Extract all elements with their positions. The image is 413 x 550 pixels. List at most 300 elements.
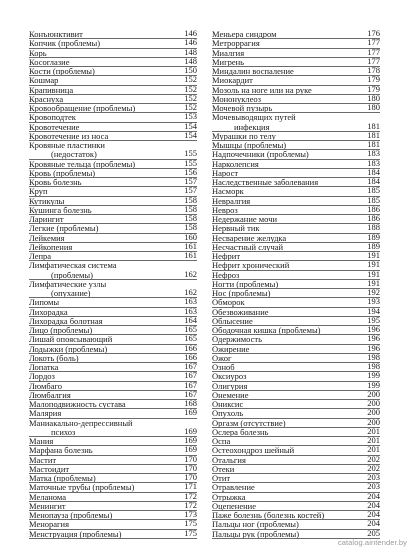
index-entry <box>29 261 197 280</box>
entry-title: Кровоподтек <box>29 113 76 123</box>
entry-page-number: 205 <box>360 530 380 538</box>
index-entry <box>29 113 197 122</box>
index-entry <box>212 224 380 233</box>
entry-title: Ожирение <box>212 344 250 354</box>
entry-page-number: 158 <box>177 215 197 223</box>
entry-title: Мочевой пузырь <box>212 104 273 113</box>
entry-page-number: 170 <box>177 465 197 473</box>
entry-title: Несварение желудка <box>212 233 287 243</box>
entry-page-number: 169 <box>177 409 197 417</box>
entry-title: Лейкопения <box>29 242 73 252</box>
index-entry <box>212 215 380 224</box>
entry-title: Лопатка <box>29 363 59 372</box>
entry-page-number: 167 <box>177 363 197 371</box>
entry-page-number: 169 <box>177 446 197 454</box>
entry-title: Менингит <box>29 501 66 511</box>
entry-title-continued: (опухание) <box>51 288 91 298</box>
index-column-right <box>212 30 380 539</box>
index-entry <box>212 308 380 317</box>
index-entry <box>212 474 380 483</box>
entry-title: Ларингит <box>29 215 64 224</box>
entry-title: Менорагия <box>29 520 69 530</box>
entry-title: Опухоль <box>212 409 244 419</box>
entry-title: Круп <box>29 187 48 197</box>
index-entry <box>212 49 380 58</box>
index-entry <box>212 382 380 391</box>
entry-title: Лодыжки (проблемы) <box>29 344 108 354</box>
entry-page-number: 158 <box>177 206 197 214</box>
entry-page-number: 178 <box>360 67 380 75</box>
index-entry <box>212 345 380 354</box>
entry-title: Оргазм (отсутствие) <box>212 418 286 428</box>
entry-page-number: 157 <box>177 187 197 195</box>
index-entry <box>29 39 197 48</box>
entry-page-number: 203 <box>360 474 380 482</box>
entry-page-number: 179 <box>360 76 380 84</box>
entry-title: Лимфатическая система <box>29 261 117 271</box>
index-entry <box>29 252 197 261</box>
index-entry <box>29 104 197 113</box>
entry-page-number: 200 <box>360 419 380 427</box>
index-entry <box>29 317 197 326</box>
index-entry <box>212 271 380 280</box>
index-entry <box>29 456 197 465</box>
entry-title: Лицо (проблемы) <box>29 326 93 335</box>
entry-page-number: 167 <box>177 382 197 390</box>
entry-title: Мания <box>29 437 54 446</box>
entry-title: Нефрит <box>212 252 241 261</box>
index-entry <box>29 30 197 39</box>
index-entry <box>212 160 380 169</box>
entry-title: Невроз <box>212 205 238 215</box>
entry-title: Корь <box>29 48 47 58</box>
entry-title: Легкие (проблемы) <box>29 224 99 234</box>
entry-page-number: 179 <box>360 86 380 94</box>
entry-page-number: 172 <box>177 493 197 501</box>
index-entry <box>29 465 197 474</box>
entry-page-number: 160 <box>177 234 197 242</box>
entry-title: Лихорадка болотная <box>29 316 103 326</box>
entry-page-number: 158 <box>177 224 197 232</box>
entry-title: Кутикулы <box>29 196 65 206</box>
index-entry <box>29 372 197 381</box>
entry-title: Меньера синдром <box>212 30 277 39</box>
index-entry <box>29 345 197 354</box>
entry-page-number: 196 <box>360 345 380 353</box>
entry-page-number: 181 <box>360 122 380 131</box>
index-entry <box>212 289 380 298</box>
index-entry <box>212 446 380 455</box>
entry-page-number: 169 <box>177 437 197 445</box>
entry-page-number: 191 <box>360 261 380 269</box>
watermark: catalog.aintender.by <box>337 538 407 547</box>
entry-page-number: 196 <box>360 326 380 334</box>
entry-title: Кровяные тельца (проблемы) <box>29 159 136 169</box>
entry-title: Маниакально-депрессивный <box>29 418 133 428</box>
index-entry <box>29 419 197 438</box>
entry-title: Оцепенение <box>212 501 256 511</box>
entry-title: Конъюнктивит <box>29 30 83 39</box>
entry-page-number: 152 <box>177 95 197 103</box>
entry-page-number: 201 <box>360 437 380 445</box>
entry-page-number: 195 <box>360 317 380 325</box>
index-entry <box>212 428 380 437</box>
entry-title: Крапивница <box>29 85 74 95</box>
entry-title: Кости (проблемы) <box>29 67 95 76</box>
entry-title: Обморок <box>212 298 245 308</box>
entry-title: Одержимость <box>212 335 262 345</box>
entry-title: Ожог <box>212 353 232 363</box>
entry-page-number: 204 <box>360 502 380 510</box>
entry-title: Отравление <box>212 483 255 493</box>
index-entry <box>29 409 197 418</box>
entry-page-number: 181 <box>360 132 380 140</box>
index-entry <box>212 261 380 270</box>
entry-title: Кошмар <box>29 76 59 86</box>
entry-title: Мочевыводящих путей <box>212 113 296 123</box>
entry-page-number: 177 <box>360 49 380 57</box>
entry-title: Локоть (боль) <box>29 353 79 363</box>
entry-title: Пальцы ног (проблемы) <box>212 520 299 530</box>
entry-title: Обезвоживание <box>212 307 269 317</box>
entry-title: Меланома <box>29 492 66 502</box>
entry-page-number: 189 <box>360 234 380 242</box>
entry-page-number: 181 <box>360 141 380 149</box>
entry-title: Несчастный случай <box>212 242 284 252</box>
entry-page-number: 169 <box>177 427 197 436</box>
index-entry <box>212 465 380 474</box>
entry-page-number: 154 <box>177 132 197 140</box>
index-entry <box>29 197 197 206</box>
index-entry <box>29 493 197 502</box>
entry-page-number: 198 <box>360 363 380 371</box>
entry-page-number: 156 <box>177 169 197 177</box>
index-entry <box>212 372 380 381</box>
entry-title: Мигрень <box>212 57 245 67</box>
entry-page-number: 165 <box>177 326 197 334</box>
entry-page-number: 198 <box>360 354 380 362</box>
index-entry <box>212 76 380 85</box>
entry-page-number: 202 <box>360 465 380 473</box>
index-entry <box>29 474 197 483</box>
index-entry <box>29 160 197 169</box>
entry-title: Кровообращение (проблемы) <box>29 104 136 113</box>
entry-page-number: 176 <box>360 30 380 38</box>
entry-title: Ободочная кишка (проблемы) <box>212 326 321 335</box>
index-entry <box>29 298 197 307</box>
entry-page-number: 202 <box>360 456 380 464</box>
entry-page-number: 162 <box>177 270 197 279</box>
entry-page-number: 191 <box>360 252 380 260</box>
entry-title: Пальцы рук (проблемы) <box>212 529 300 539</box>
index-entry <box>29 224 197 233</box>
entry-title: Невралгия <box>212 196 251 206</box>
entry-title: Малярия <box>29 409 62 419</box>
entry-title: Лишай опоясывающий <box>29 335 113 345</box>
index-entry <box>212 243 380 252</box>
index-entry <box>212 456 380 465</box>
entry-title: Лейкемия <box>29 233 65 243</box>
index-entry <box>212 30 380 39</box>
index-entry <box>29 58 197 67</box>
entry-page-number: 191 <box>360 271 380 279</box>
entry-page-number: 163 <box>177 298 197 306</box>
entry-title: Онемение <box>212 390 249 400</box>
entry-page-number: 175 <box>177 530 197 538</box>
entry-title: Кровь болезнь <box>29 178 82 187</box>
entry-page-number: 154 <box>177 123 197 131</box>
entry-page-number: 152 <box>177 76 197 84</box>
index-entry <box>29 363 197 372</box>
index-entry <box>212 317 380 326</box>
entry-page-number: 186 <box>360 206 380 214</box>
entry-title: Марфана болезнь <box>29 446 93 456</box>
entry-title: Мастоидит <box>29 464 70 474</box>
entry-title: Нарост <box>212 168 239 178</box>
entry-title: Мастит <box>29 455 57 465</box>
index-entry <box>212 169 380 178</box>
index-entry <box>29 234 197 243</box>
entry-page-number: 177 <box>360 39 380 47</box>
index-entry <box>212 58 380 67</box>
index-entry <box>212 493 380 502</box>
index-entry <box>212 400 380 409</box>
entry-title: Наследственные заболевания <box>212 178 319 187</box>
entry-title: Озноб <box>212 363 235 372</box>
entry-page-number: 201 <box>360 446 380 454</box>
entry-title: Насморк <box>212 187 244 197</box>
index-entry <box>29 391 197 400</box>
index-entry <box>212 95 380 104</box>
entry-title: Мозоль на ноге или на руке <box>212 85 312 95</box>
entry-title: Кровотечение из носа <box>29 131 109 141</box>
index-column-left <box>29 30 197 539</box>
entry-page-number: 204 <box>360 511 380 519</box>
entry-title: Люмбаго <box>29 381 63 391</box>
entry-page-number: 203 <box>360 483 380 491</box>
entry-page-number: 194 <box>360 308 380 316</box>
entry-title: Липомы <box>29 298 60 308</box>
entry-title: Миндалин воспаление <box>212 67 294 76</box>
index-entry <box>212 502 380 511</box>
entry-page-number: 166 <box>177 345 197 353</box>
entry-page-number: 184 <box>360 178 380 186</box>
entry-title: Малоподвижность сустава <box>29 400 126 409</box>
entry-title: Матка (проблемы) <box>29 474 96 483</box>
index-entry <box>29 132 197 141</box>
index-entry <box>29 178 197 187</box>
entry-title: Отальгия <box>212 455 246 465</box>
entry-title: Маточные трубы (проблемы) <box>29 483 135 493</box>
entry-page-number: 180 <box>360 104 380 112</box>
entry-title: Ониксис <box>212 400 244 409</box>
entry-title: Нос (проблемы) <box>212 289 271 298</box>
index-entry <box>29 530 197 539</box>
index-entry <box>29 382 197 391</box>
entry-page-number: 199 <box>360 382 380 390</box>
entry-page-number: 172 <box>177 502 197 510</box>
index-entry <box>212 141 380 150</box>
index-entry <box>29 243 197 252</box>
index-entry <box>212 39 380 48</box>
index-entry <box>212 104 380 113</box>
entry-page-number: 173 <box>177 511 197 519</box>
entry-page-number: 200 <box>360 391 380 399</box>
index-entry <box>29 169 197 178</box>
entry-page-number: 161 <box>177 243 197 251</box>
index-entry <box>29 326 197 335</box>
entry-title: Ногти (проблемы) <box>212 279 279 289</box>
index-entry <box>212 354 380 363</box>
entry-title: Менструация (проблемы) <box>29 529 122 539</box>
entry-title: Оксиуроз <box>212 372 247 382</box>
entry-page-number: 152 <box>177 104 197 112</box>
entry-title: Мышцы (проблемы) <box>212 141 287 150</box>
entry-title: Паже болезнь (болезнь костей) <box>212 511 325 520</box>
entry-page-number: 168 <box>177 400 197 408</box>
index-entry <box>212 363 380 372</box>
entry-page-number: 204 <box>360 493 380 501</box>
entry-page-number: 167 <box>177 391 197 399</box>
index-entry <box>212 206 380 215</box>
entry-title: Кровотечение <box>29 122 80 132</box>
entry-page-number: 192 <box>360 289 380 297</box>
entry-page-number: 165 <box>177 335 197 343</box>
index-entry <box>212 178 380 187</box>
index-entry <box>212 234 380 243</box>
entry-title: Нефрит хронический <box>212 261 290 271</box>
entry-page-number: 161 <box>177 252 197 260</box>
entry-title: Нефроз <box>212 270 240 280</box>
index-entry <box>212 67 380 76</box>
entry-page-number: 170 <box>177 456 197 464</box>
index-entry <box>29 483 197 492</box>
entry-title: Косоглазие <box>29 57 70 67</box>
entry-title: Лимфатические узлы <box>29 279 107 289</box>
index-entry <box>29 280 197 299</box>
index-entry <box>212 150 380 159</box>
entry-title: Миокардит <box>212 76 253 86</box>
index-entry <box>212 409 380 418</box>
entry-page-number: 201 <box>360 428 380 436</box>
entry-page-number: 189 <box>360 243 380 251</box>
index-entry <box>212 326 380 335</box>
index-entry <box>29 354 197 363</box>
entry-title: Лихорадка <box>29 307 68 317</box>
entry-title: Кровь (проблемы) <box>29 168 96 178</box>
entry-title: Лордоз <box>29 372 55 382</box>
index-entry <box>29 335 197 344</box>
entry-title-continued: (недостаток) <box>51 149 97 160</box>
entry-title: Краснуха <box>29 94 64 104</box>
index-entry <box>29 437 197 446</box>
entry-page-number: 180 <box>360 95 380 103</box>
index-entry <box>29 141 197 160</box>
entry-page-number: 155 <box>177 160 197 168</box>
entry-page-number: 150 <box>177 67 197 75</box>
entry-page-number: 158 <box>177 197 197 205</box>
entry-title: Отеки <box>212 464 235 474</box>
entry-title: Менопауза (проблемы) <box>29 511 113 520</box>
index-entry <box>29 308 197 317</box>
index-entry <box>29 400 197 409</box>
entry-title: Лепра <box>29 252 52 261</box>
entry-page-number: 157 <box>177 178 197 186</box>
entry-page-number: 162 <box>177 288 197 297</box>
entry-title: Отрыжка <box>212 492 246 502</box>
entry-title: Мононуклеоз <box>212 94 261 104</box>
entry-page-number: 170 <box>177 474 197 482</box>
entry-page-number: 177 <box>360 58 380 66</box>
entry-title: Копчик (проблемы) <box>29 39 101 49</box>
index-entry <box>212 483 380 492</box>
book-index-page <box>29 30 389 542</box>
entry-title: Нарколепсия <box>212 159 259 169</box>
index-entry <box>29 123 197 132</box>
entry-title: Остеохондроз шейный <box>212 446 295 456</box>
entry-page-number: 148 <box>177 49 197 57</box>
index-entry <box>29 446 197 455</box>
index-entry <box>29 86 197 95</box>
entry-page-number: 152 <box>177 86 197 94</box>
entry-page-number: 167 <box>177 372 197 380</box>
entry-title: Метроррагия <box>212 39 260 49</box>
entry-page-number: 171 <box>177 483 197 491</box>
entry-title: Облысение <box>212 316 253 326</box>
entry-page-number: 188 <box>360 224 380 232</box>
entry-title-continued: инфекция <box>234 121 270 132</box>
entry-title: Кровяные пластинки <box>29 141 105 150</box>
index-entry <box>212 197 380 206</box>
index-entry <box>29 95 197 104</box>
entry-page-number: 199 <box>360 372 380 380</box>
index-entry <box>29 49 197 58</box>
index-entry <box>29 502 197 511</box>
entry-title: Отит <box>212 474 231 483</box>
entry-page-number: 200 <box>360 409 380 417</box>
entry-page-number: 191 <box>360 280 380 288</box>
index-entry <box>212 187 380 196</box>
entry-page-number: 186 <box>360 215 380 223</box>
index-entry <box>212 419 380 428</box>
entry-page-number: 200 <box>360 400 380 408</box>
entry-page-number: 204 <box>360 520 380 528</box>
index-entry <box>29 520 197 529</box>
entry-title-continued: (проблемы) <box>51 269 93 280</box>
index-entry <box>212 86 380 95</box>
entry-title: Миалгия <box>212 48 245 58</box>
index-entry <box>29 511 197 520</box>
entry-page-number: 183 <box>360 150 380 158</box>
entry-page-number: 175 <box>177 520 197 528</box>
index-entry <box>212 520 380 529</box>
index-entry <box>29 187 197 196</box>
index-entry <box>212 252 380 261</box>
entry-page-number: 153 <box>177 113 197 121</box>
index-entry <box>212 280 380 289</box>
entry-page-number: 164 <box>177 317 197 325</box>
entry-title: Недержание мочи <box>212 215 278 224</box>
entry-title: Кушинга болезнь <box>29 205 92 215</box>
entry-page-number: 185 <box>360 187 380 195</box>
index-entry <box>212 113 380 132</box>
entry-title-continued: психоз <box>51 426 76 437</box>
entry-title: Нервный тик <box>212 224 260 234</box>
index-entry <box>212 335 380 344</box>
entry-page-number: 166 <box>177 354 197 362</box>
index-entry <box>29 67 197 76</box>
entry-title: Мурашки по телу <box>212 131 276 141</box>
